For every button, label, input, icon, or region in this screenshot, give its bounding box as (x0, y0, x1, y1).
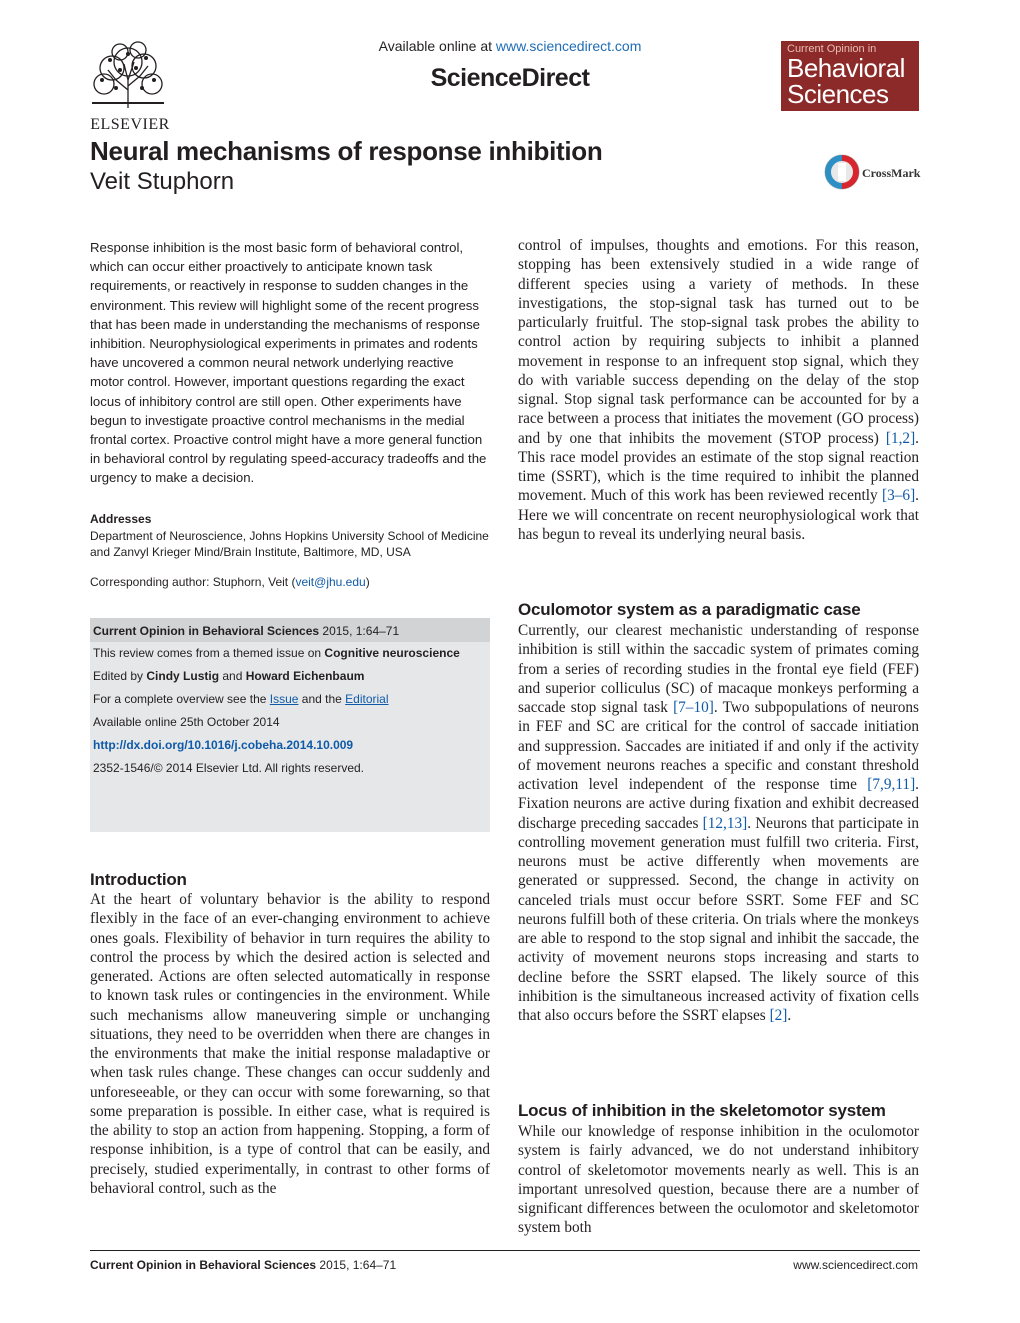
infobox-available: Available online 25th October 2014 (93, 715, 280, 729)
article-title: Neural mechanisms of response inhibition (90, 136, 603, 166)
footer-url[interactable]: www.sciencedirect.com (793, 1258, 918, 1272)
abstract: Response inhibition is the most basic form of behavioral control, which can occur either proactively to anticipate known task requirements, or reactively in response to sudden changes in the environment. This review will highlight some of the recent progress that has been made in understanding the mechanisms of response inhibition. Neurophysiological experiments in primates and rodents have uncovered a common neural network underlying reactive motor control. However, important questions regarding the exact locus of inhibitory control are still open. Other experiments have begun to investigate proactive control mechanisms in the medial frontal cortex. Proactive control might have a more general function in behavioral control by regulating speed-accuracy tradeoffs and the urgency to make a decision. (90, 240, 487, 486)
crossmark-label: CrossMark (862, 166, 921, 180)
infobox-overview (90, 688, 490, 711)
email-link[interactable]: veit@jhu.edu (295, 575, 366, 589)
corresponding-prefix: Corresponding author: Stuphorn, Veit ( (90, 575, 296, 589)
ocu-e: . (787, 1007, 792, 1024)
infobox-rights: 2352-1546/© 2014 Elsevier Ltd. All rights reserved. (93, 761, 364, 775)
intro-cont-b: . This race model provides an estimate of the stop signal reaction time (SSRT), which is the time required to inhibit the planned movement. Much of this work has been reviewed recently (518, 429, 919, 505)
footer-citation (90, 1258, 396, 1272)
journal-logo-small: Current Opinion in (787, 43, 877, 55)
crossmark-icon (824, 154, 860, 190)
locus-text: While our knowledge of response inhibition in the oculomotor system is fairly advanced, we do not understand inhibitory control of skeletomotor movements nearly as well. This is an important unresolved question, because there are a number of significant differences between the oculomotor and skeletomotor system both (518, 1123, 919, 1237)
available-online-text: Available online at (378, 38, 496, 54)
edited-and: and (219, 669, 246, 683)
ref-3-6[interactable]: [3–6] (882, 487, 916, 505)
article-author: Veit Stuphorn (90, 168, 235, 195)
addresses-text: Department of Neuroscience, Johns Hopkins University School of Medicine and Zanvyl Krieger Mind/Brain Institute, Baltimore, MD, USA (90, 529, 489, 559)
publisher-wordmark: ELSEVIER (90, 116, 170, 133)
journal-logo-line2: Sciences (787, 79, 889, 109)
footer-divider (90, 1250, 920, 1251)
journal-logo (781, 41, 919, 111)
infobox-citation-text: 2015, 1:64–71 (319, 624, 400, 638)
editor-1: Cindy Lustig (146, 669, 220, 683)
locus-heading: Locus of inhibition in the skeletomotor system (518, 1101, 886, 1120)
ref-2[interactable]: [2] (769, 1007, 788, 1024)
ref-12-13[interactable]: [12,13] (702, 814, 748, 832)
issue-link[interactable]: Issue (269, 692, 299, 706)
addresses-heading: Addresses (90, 512, 152, 526)
ocu-b: . Two subpopulations of neurons in FEF and SC are critical for the control of saccade initiation and suppression. Saccades are initiated if and only if the activity of movement neurons reaches a specific and constant threshold activation level independent of the response time (518, 699, 920, 793)
intro-continued (518, 236, 919, 544)
infobox-theme (90, 642, 490, 665)
footer-citation-text: 2015, 1:64–71 (316, 1258, 397, 1272)
sciencedirect-brand: ScienceDirect (430, 64, 590, 92)
oculomotor-heading: Oculomotor system as a paradigmatic case (518, 600, 861, 619)
corresponding-author (90, 575, 490, 589)
introduction-heading: Introduction (90, 870, 187, 889)
crossmark-badge[interactable] (824, 154, 924, 190)
doi-link[interactable]: http://dx.doi.org/10.1016/j.cobeha.2014.10.009 (93, 738, 354, 752)
overview-and: and the (298, 692, 346, 706)
theme-prefix: This review comes from a themed issue on (93, 646, 325, 660)
corresponding-suffix: ) (365, 575, 370, 589)
journal-logo-line1: Behavioral (787, 53, 905, 83)
footer-journal: Current Opinion in Behavioral Sciences (90, 1258, 317, 1272)
infobox-citation (90, 618, 490, 642)
overview-prefix: For a complete overview see the (93, 692, 270, 706)
oculomotor-text (518, 621, 919, 1025)
ocu-c: . Fixation neurons are active during fixation and exhibit decreased discharge preceding saccades (518, 776, 919, 832)
intro-cont-c: . Here we will concentrate on recent neurophysiological work that has begun to reveal its underlying neural basis. (518, 487, 919, 543)
sciencedirect-link[interactable]: www.sciencedirect.com (495, 38, 642, 54)
infobox-journal: Current Opinion in Behavioral Sciences (93, 624, 320, 638)
edited-prefix: Edited by (93, 669, 147, 683)
theme-name: Cognitive neuroscience (324, 646, 460, 660)
introduction-text: At the heart of voluntary behavior is the ability to respond flexibly in the face of an ever-changing environment to achieve ones goals. Flexibility of behavior in turn requires the ability to control the process by which the desired action is selected and generated. Actions are often selected automatically in response to known task rules or contingencies in the environment. While such mechanisms allow maneuvering simple or unchanging situations, they need to be overridden when there are changes in the environments that make the initial response maladaptive or when task rules change. These changes can occur suddenly and unforeseeable, or they can occur with some forewarning, so that some preparation is possible. In either case, what is required is the ability to stop an action from happening. Stopping, a form of response inhibition, is a type of control that can be easily, and precisely, studied experimentally, in contrast to other forms of behavioral control, such as the (90, 891, 490, 1197)
ref-1-2[interactable]: [1,2] (885, 429, 916, 447)
editorial-link[interactable]: Editorial (345, 692, 389, 706)
infobox-doi (90, 734, 490, 757)
article-info-box (90, 618, 490, 832)
editor-2: Howard Eichenbaum (245, 669, 365, 683)
ref-7-9-11[interactable]: [7,9,11] (867, 776, 916, 793)
ocu-a: Currently, our clearest mechanistic understanding of response inhibition is still within the saccadic system of primates coming from a series of recording studies in the frontal eye field (FEF) and superior colliculus (SC) of macaque monkeys performing a saccade stop signal task (518, 622, 919, 716)
infobox-editors (90, 665, 490, 688)
ocu-d: . Neurons that participate in controlling movement generation must fulfill two criteria. First, neurons must be active differently when movements are generated or suppressed. Second, the change in activity on canceled trials must occur before SSRT. Some FEF and SC neurons fulfill both of these criteria. On trials where the monkeys are able to respond to the stop signal and inhibit the saccade, the activity of movement neurons stops increasing and starts to decline before the SSRT elapsed. The likely source of this inhibition is the simultaneous increased activity of fixation cells that also occurs before the SSRT elapses (518, 814, 919, 1024)
intro-cont-a: control of impulses, thoughts and emotions. For this reason, stopping has been extensively studied in a wide range of different species using a variety of methods. In these investigations, the stop-signal task has turned out to be particularly fruitful. The stop-signal task probes the ability to control action by requiring subjects to inhibit a planned movement in response to an infrequent stop signal, which they do with variable success depending on the delay of the stop signal. Stop signal task performance can be accounted for by a race between a process that initiates the movement (GO process) and by one that inhibits the movement (STOP process) (518, 237, 919, 447)
ref-7-10[interactable]: [7–10] (673, 699, 714, 716)
